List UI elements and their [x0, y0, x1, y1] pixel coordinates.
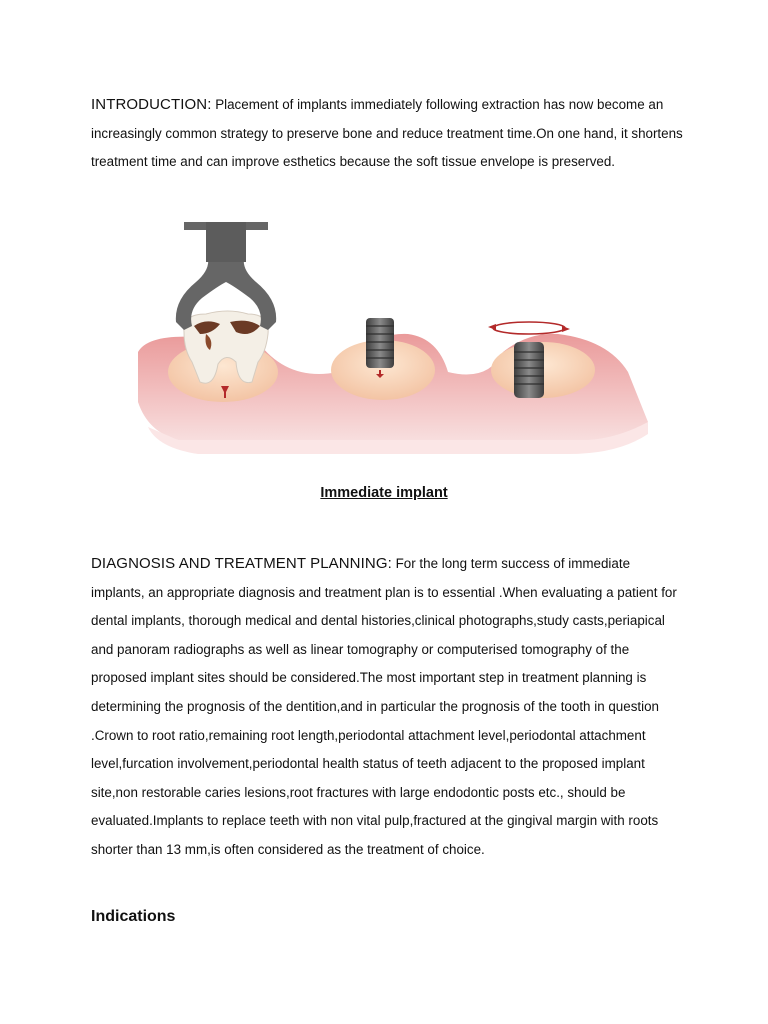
- introduction-heading: INTRODUCTION:: [91, 96, 212, 113]
- diagnosis-heading: DIAGNOSIS AND TREATMENT PLANNING:: [91, 555, 392, 572]
- diagnosis-text: For the long term success of immediate implants, an appropriate diagnosis and treatment plan is to essential .When evaluating a patient for dental implants, thorough medical and dental histories,clinical photographs,study casts,periapical and panoram radiographs as well as linear tomography or computerised tomography of the proposed implant sites should be considered.The most important step in treatment planning is determining the prognosis of the dentition,and in particular the prognosis of the tooth in question .Crown to root ratio,remaining root length,periodontal attachment level,periodontal attachment level,furcation involvement,periodontal health status of teeth adjacent to the proposed implant site,non restorable caries lesions,root fractures with large endodontic posts etc., should be evaluated.Implants to replace teeth with non vital pulp,fractured at the gingival margin with roots shorter than 13 mm,is often considered as the treatment of choice.: [91, 556, 677, 857]
- diagnosis-paragraph: [91, 550, 683, 865]
- indications-heading: Indications: [91, 908, 176, 925]
- figure-caption: Immediate implant: [320, 485, 448, 501]
- introduction-paragraph: [91, 91, 683, 177]
- introduction-text: Placement of implants immediately following extraction has now become an increasingly common strategy to preserve bone and reduce treatment time.On one hand, it shortens treatment time and can improve esthetics because the soft tissue envelope is preserved.: [91, 97, 683, 170]
- immediate-implant-illustration: [88, 222, 688, 474]
